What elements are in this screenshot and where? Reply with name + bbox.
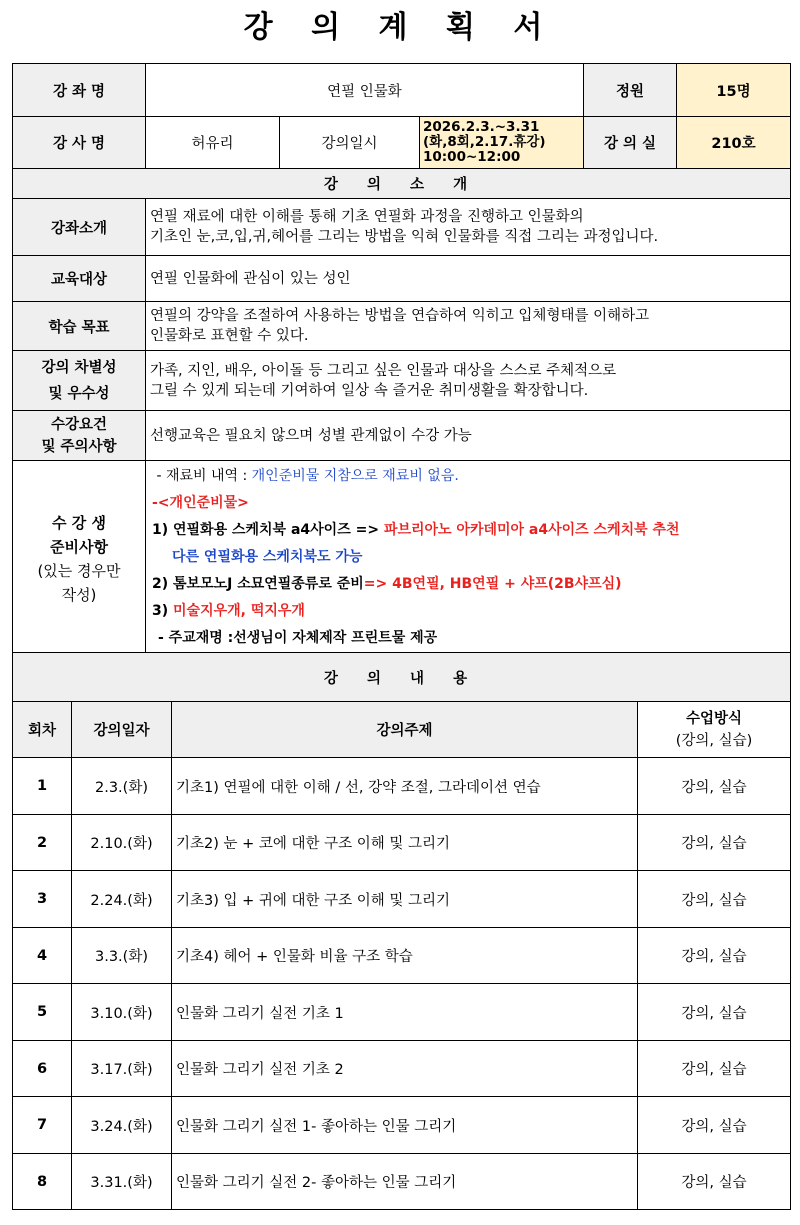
session-method: 강의, 실습 — [638, 871, 791, 928]
session-date: 3.24.(화) — [72, 1097, 172, 1154]
table-row — [13, 928, 791, 984]
course-intro-text — [146, 199, 791, 256]
prep-item-sketchbook — [152, 517, 786, 544]
course-intro-line: 기초인 눈,코,입,귀,헤어를 그리는 방법을 익혀 인물화를 직접 그리는 과정입니다. — [150, 229, 659, 245]
col-header-method-title: 수업방식 — [685, 710, 743, 727]
prep-item-value: => 4B연필, HB연필 + 샤프(2B샤프심) — [363, 576, 622, 592]
material-fee-line — [152, 463, 786, 490]
session-number: 8 — [13, 1154, 72, 1210]
intro-section-header: 강 의 소 개 — [13, 169, 791, 199]
course-name-value: 연필 인물화 — [146, 64, 584, 117]
preparation-label-note: (있는 경우만 — [37, 561, 121, 580]
preparation-label-line: 수 강 생 — [52, 513, 106, 532]
table-row — [13, 1097, 791, 1154]
prep-item-note: 다른 연필화용 스케치북도 가능 — [172, 549, 363, 565]
page-title: 강 의 계 획 서 — [243, 10, 557, 45]
session-topic: 인물화 그리기 실전 1- 좋아하는 인물 그리기 — [172, 1097, 638, 1154]
lecture-schedule-table — [12, 652, 791, 1210]
target-label: 교육대상 — [13, 256, 146, 302]
session-date: 3.17.(화) — [72, 1041, 172, 1097]
session-method: 강의, 실습 — [638, 815, 791, 871]
course-name-label: 강 좌 명 — [13, 64, 146, 117]
target-text: 연필 인물화에 관심이 있는 성인 — [146, 256, 791, 302]
session-number: 4 — [13, 928, 72, 984]
requirements-label-line: 및 주의사항 — [41, 438, 117, 455]
material-fee-value: 개인준비물 지참으로 재료비 없음. — [251, 468, 459, 484]
course-intro-line: 연필 재료에 대한 이해를 통해 기초 연필화 과정을 진행하고 인물화의 — [150, 209, 584, 225]
session-topic: 기초4) 헤어 + 인물화 비율 구조 학습 — [172, 928, 638, 984]
requirements-text: 선행교육은 필요치 않으며 성별 관계없이 수강 가능 — [146, 411, 791, 461]
prep-item-prefix: 2) 톰보모노J 소묘연필종류로 준비 — [152, 576, 364, 592]
differentiation-label — [13, 351, 146, 411]
goal-line: 연필의 강약을 조절하여 사용하는 방법을 연습하여 익히고 입체형태를 이해하고 — [150, 308, 650, 324]
session-method: 강의, 실습 — [638, 1041, 791, 1097]
session-number: 7 — [13, 1097, 72, 1154]
session-method: 강의, 실습 — [638, 1154, 791, 1210]
preparation-details — [146, 461, 791, 657]
session-topic: 인물화 그리기 실전 기초 2 — [172, 1041, 638, 1097]
schedule-period: 2026.2.3.~3.31 — [423, 119, 540, 135]
session-topic: 인물화 그리기 실전 기초 1 — [172, 984, 638, 1041]
differentiation-text — [146, 351, 791, 411]
course-info-table — [12, 63, 791, 657]
requirements-label — [13, 411, 146, 461]
capacity-label: 정원 — [584, 64, 677, 117]
session-date: 2.10.(화) — [72, 815, 172, 871]
session-number: 6 — [13, 1041, 72, 1097]
session-method: 강의, 실습 — [638, 984, 791, 1041]
content-section-header: 강 의 내 용 — [13, 653, 791, 702]
room-value: 210호 — [677, 117, 791, 169]
session-method: 강의, 실습 — [638, 758, 791, 815]
table-row — [13, 758, 791, 815]
schedule-label: 강의일시 — [280, 117, 420, 169]
col-header-date: 강의일자 — [72, 702, 172, 758]
preparation-label — [13, 461, 146, 657]
instructor-value: 허유리 — [146, 117, 280, 169]
col-header-session: 회차 — [13, 702, 72, 758]
session-number: 1 — [13, 758, 72, 815]
session-method: 강의, 실습 — [638, 928, 791, 984]
room-label: 강 의 실 — [584, 117, 677, 169]
schedule-detail: (화,8회,2.17.휴강) — [423, 134, 546, 150]
goal-line: 인물화로 표현할 수 있다. — [150, 328, 309, 344]
differentiation-label-line: 및 우수성 — [48, 385, 110, 402]
requirements-label-line: 수강요건 — [50, 416, 108, 433]
prep-item-value: 파브리아노 아카데미아 a4사이즈 스케치북 추천 — [383, 522, 680, 538]
session-topic: 기초3) 입 + 귀에 대한 구조 이해 및 그리기 — [172, 871, 638, 928]
preparation-label-line: 준비사항 — [50, 537, 108, 556]
differentiation-line: 가족, 지인, 배우, 아이돌 등 그리고 싶은 인물과 대상을 스스로 주체적으로 — [150, 362, 617, 379]
table-row — [13, 815, 791, 871]
material-fee-prefix: - 재료비 내역 : — [156, 468, 252, 484]
personal-items-header: -<개인준비물> — [152, 495, 249, 511]
instructor-label: 강 사 명 — [13, 117, 146, 169]
session-date: 2.24.(화) — [72, 871, 172, 928]
textbook-line: - 주교재명 :선생님이 자체제작 프린트물 제공 — [158, 630, 438, 646]
session-number: 3 — [13, 871, 72, 928]
schedule-time: 10:00~12:00 — [423, 149, 521, 165]
goal-label: 학습 목표 — [13, 302, 146, 351]
session-topic: 기초1) 연필에 대한 이해 / 선, 강약 조절, 그라데이션 연습 — [172, 758, 638, 815]
table-row — [13, 1154, 791, 1210]
session-number: 2 — [13, 815, 72, 871]
prep-item-value: 미술지우개, 떡지우개 — [173, 603, 305, 619]
prep-item-prefix: 3) — [152, 603, 174, 619]
session-topic: 인물화 그리기 실전 2- 좋아하는 인물 그리기 — [172, 1154, 638, 1210]
prep-item-pencil — [152, 571, 786, 598]
table-row — [13, 871, 791, 928]
col-header-method — [638, 702, 791, 758]
prep-item-prefix: 1) 연필화용 스케치북 a4사이즈 => — [152, 522, 384, 538]
col-header-topic: 강의주제 — [172, 702, 638, 758]
session-method: 강의, 실습 — [638, 1097, 791, 1154]
session-topic: 기초2) 눈 + 코에 대한 구조 이해 및 그리기 — [172, 815, 638, 871]
schedule-value — [420, 117, 584, 169]
col-header-method-sub: (강의, 실습) — [675, 732, 753, 749]
session-date: 2.3.(화) — [72, 758, 172, 815]
session-number: 5 — [13, 984, 72, 1041]
course-intro-label: 강좌소개 — [13, 199, 146, 256]
session-date: 3.10.(화) — [72, 984, 172, 1041]
session-date: 3.31.(화) — [72, 1154, 172, 1210]
prep-item-eraser — [152, 598, 786, 625]
capacity-value: 15명 — [677, 64, 791, 117]
session-date: 3.3.(화) — [72, 928, 172, 984]
table-row — [13, 984, 791, 1041]
differentiation-label-line: 강의 차별성 — [41, 359, 117, 376]
differentiation-line: 그릴 수 있게 되는데 기여하여 일상 속 즐거운 취미생활을 확장합니다. — [150, 382, 589, 399]
preparation-label-note: 작성) — [61, 585, 97, 604]
table-row — [13, 1041, 791, 1097]
goal-text — [146, 302, 791, 351]
